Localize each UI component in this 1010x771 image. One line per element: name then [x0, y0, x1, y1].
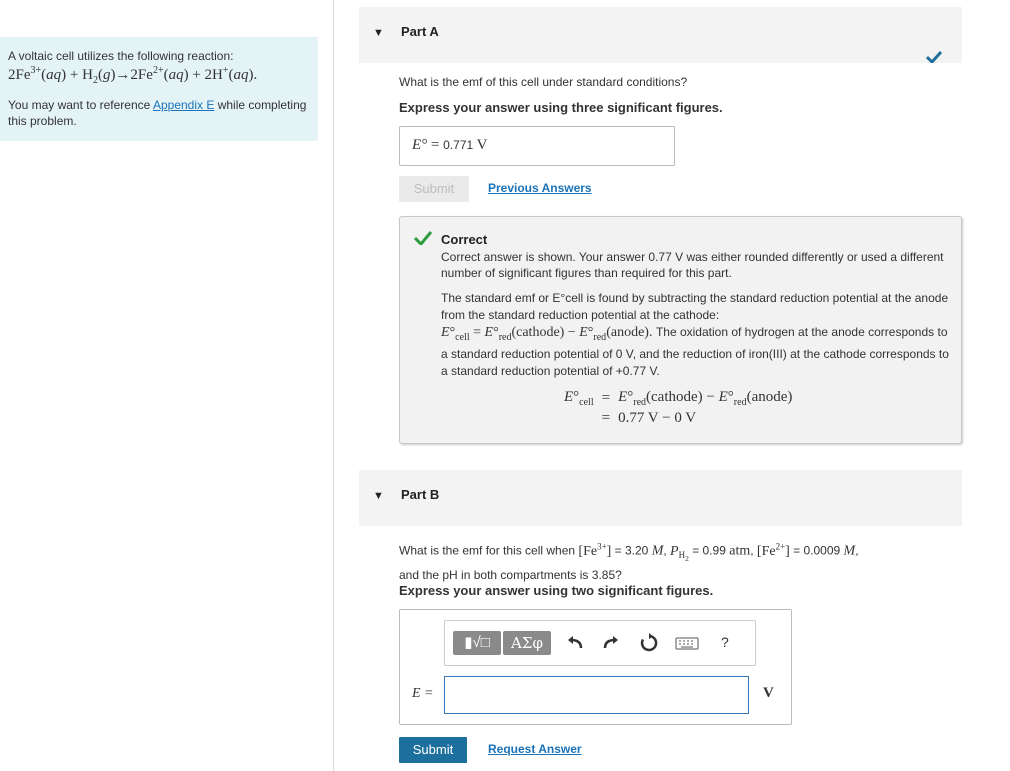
- problem-intro-panel: [0, 37, 318, 141]
- appendix-e-link[interactable]: Appendix E: [152, 98, 215, 112]
- part-a-title: Part A: [401, 24, 439, 39]
- intro-text: A voltaic cell utilizes the following reaction:: [8, 49, 234, 63]
- help-icon[interactable]: ?: [721, 634, 729, 650]
- reaction-equation: $2Fe^{3+}(aq) + H_2(g)\to 2Fe^{2+}(aq) + 2H^+(aq)$.: [8, 65, 258, 86]
- part-a-instruction: Express your answer using three significant figures.: [399, 100, 723, 115]
- previous-answers-link[interactable]: Previous Answers: [488, 181, 592, 195]
- correct-check-icon: [926, 51, 942, 63]
- correct-check-icon: [414, 231, 432, 245]
- templates-button[interactable]: ▮√□: [453, 631, 501, 655]
- keyboard-icon[interactable]: [675, 633, 699, 653]
- math-toolbar: [444, 620, 756, 666]
- part-a-submit-button[interactable]: Submit: [399, 176, 469, 202]
- redo-icon[interactable]: [601, 633, 621, 653]
- collapse-triangle-icon[interactable]: ▼: [373, 490, 384, 502]
- part-a-answer-field: [399, 126, 675, 166]
- feedback-text: Correct answer is shown. Your answer 0.77 V was either rounded differently or used a different number of significant figures than required for this part.: [441, 250, 944, 280]
- feedback-explanation: The standard emf or E°cell is found by subtracting the standard reduction potential at the anode from the standard reduction potential at the cathode: $E^\circ_{cell}$ = $E^\circ_{red}(cathode)$ − $E^\circ_{red}(anode)$. The oxidation of hydrogen at the anode corresponds to a standard reduction potential of 0 V, and the reduction of iron(III) at the cathode corresponds to a standard reduction potential of +0.77 V.: [441, 291, 949, 378]
- answer-label: E =: [412, 686, 434, 701]
- emf-calculation-equation: $E^\circ_{cell}$ = $E^\circ_{red}(cathode)$ − $E^\circ_{red}(anode)$ = 0.77 V − 0 V: [564, 389, 793, 426]
- part-b-header[interactable]: [359, 470, 962, 526]
- part-b-answer-input[interactable]: [444, 676, 749, 714]
- undo-icon[interactable]: [565, 633, 585, 653]
- part-a-question: What is the emf of this cell under standard conditions?: [399, 75, 688, 89]
- correct-feedback-panel: [399, 216, 962, 444]
- request-answer-link[interactable]: Request Answer: [488, 742, 582, 756]
- part-b-question: What is the emf for this cell when $[Fe^{3+}] = 3.20$ M, $P_{H_2} = 0.99$ atm, $[Fe^{2+}] = 0.0009$ M, and the pH in both compartments is 3.85?: [399, 541, 859, 583]
- part-b-instruction: Express your answer using two significant figures.: [399, 583, 714, 598]
- part-b-title: Part B: [401, 487, 440, 502]
- part-b-answer-area: [399, 609, 792, 725]
- part-b-submit-button[interactable]: Submit: [399, 737, 467, 763]
- part-a-header[interactable]: [359, 7, 962, 63]
- reset-icon[interactable]: [639, 633, 659, 653]
- collapse-triangle-icon[interactable]: ▼: [373, 27, 384, 39]
- reference-text: You may want to reference Appendix E while completing this problem.: [8, 98, 307, 128]
- column-divider: [333, 0, 334, 771]
- unit-label: V: [763, 685, 774, 701]
- feedback-title: Correct: [441, 232, 488, 247]
- greek-button[interactable]: ΑΣφ: [503, 631, 551, 655]
- answer-expression: E° = 0.771 V: [412, 137, 488, 153]
